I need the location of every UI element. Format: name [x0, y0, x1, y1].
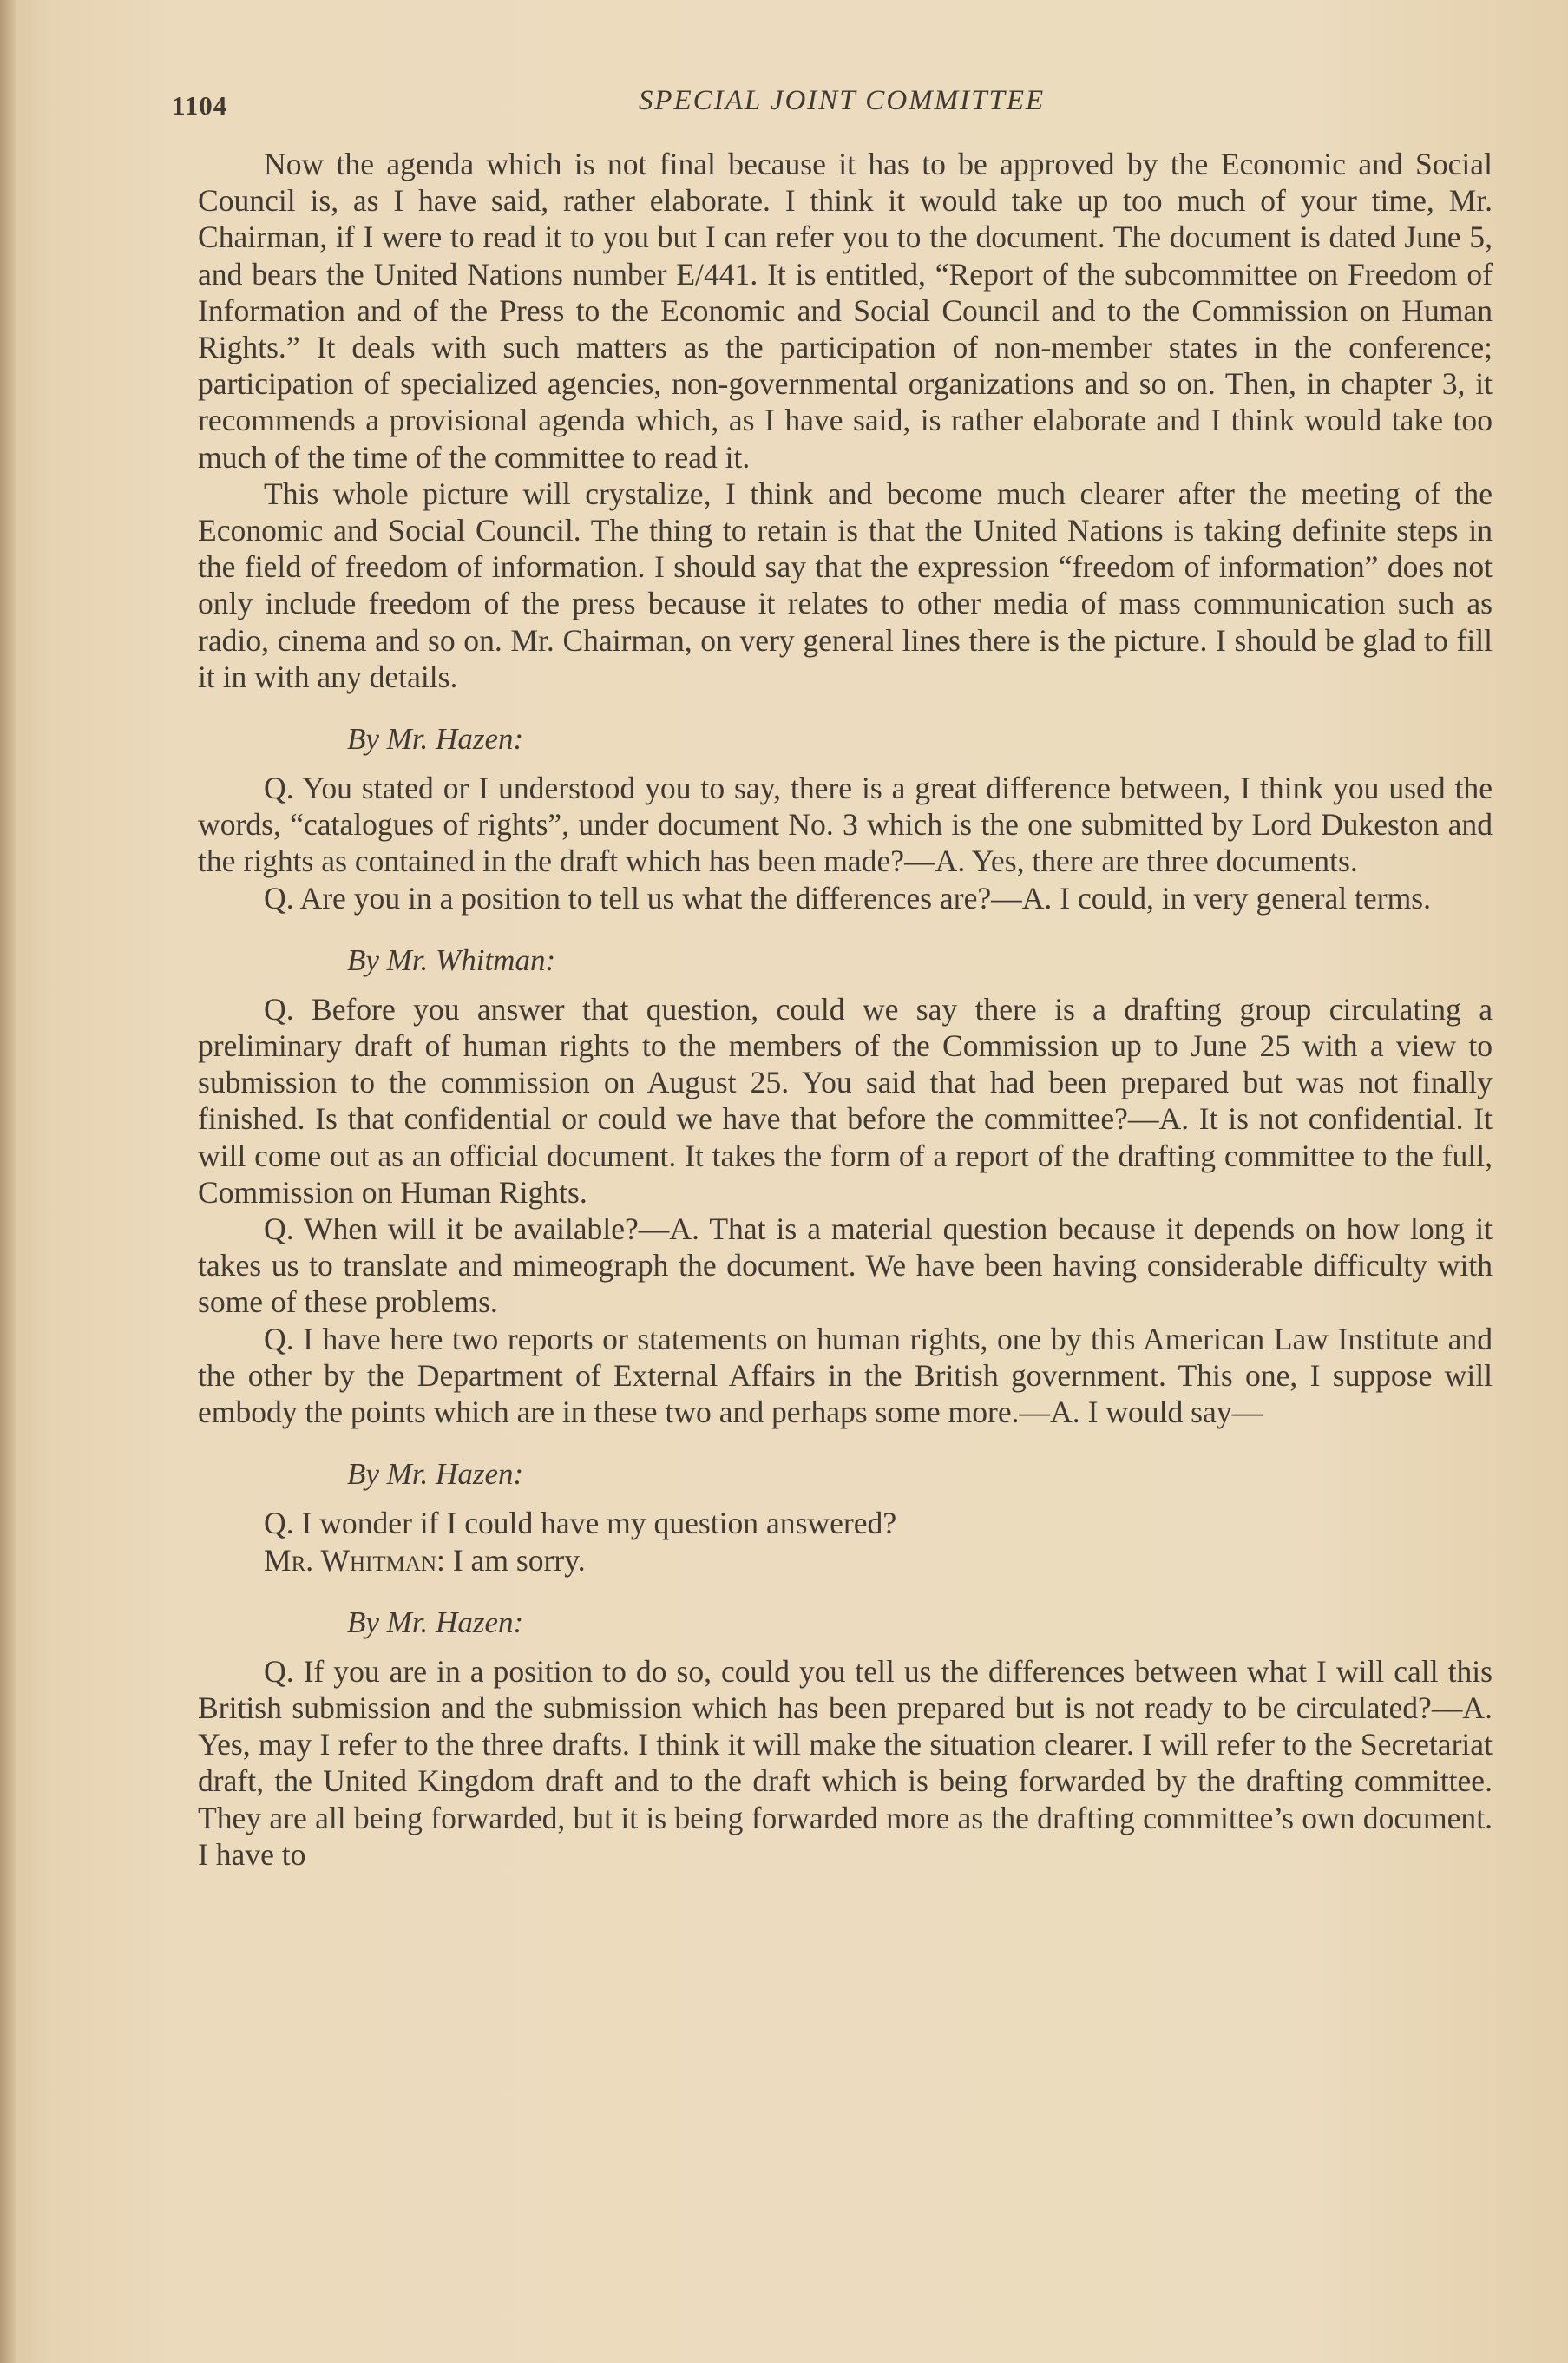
question-paragraph: Q. You stated or I understood you to say, there is a great difference between, I think you used the words, “catalogues of rights”, under document No. 3 which is the one submitted by Lord Dukeston and the rights as contained in the draft which has been made?—A. Yes, there are three documents. — [198, 771, 1493, 879]
question-paragraph: Q. I wonder if I could have my question answered? — [264, 1506, 897, 1541]
question-paragraph: Q. If you are in a position to do so, could you tell us the differences between what I will call this British submission and the submission which has been prepared but is not ready to be circulated?—A. Yes, may I refer to the three drafts. I think it will make the situation clearer. I will refer to the Secretariat draft, the United Kingdom draft and to the draft which is being forwarded by the drafting committee. They are all being forwarded, but it is being forwarded more as the drafting committee’s own document. I have to — [198, 1653, 1493, 1872]
page-number: 1104 — [172, 90, 228, 121]
speaker-reply — [198, 1542, 1493, 1579]
speaker-colon: : — [436, 1542, 445, 1578]
page-header — [165, 80, 1519, 123]
speaker-heading: By Mr. Hazen: — [347, 722, 524, 757]
question-paragraph: Q. When will it be available?—A. That is a material question because it depends on how long it takes us to translate and mimeograph the document. We have been having considerable difficulty with some of these problems. — [198, 1211, 1493, 1320]
speaker-name: Mr. Whitman — [264, 1542, 437, 1578]
question-paragraph: Q. Are you in a position to tell us what the differences are?—A. I could, in very general terms. — [264, 880, 1431, 916]
paragraph-picture: This whole picture will crystalize, I think and become much clearer after the meeting of the Economic and Social Council. The thing to retain is that the United Nations is taking definite steps in the field of freedom of information. I should say that the expression “freedom of information” does not only include freedom of the press because it relates to other media of mass communication such as radio, cinema and so on. Mr. Chairman, on very general lines there is the picture. I should be glad to fill it in with any details. — [198, 476, 1493, 694]
body-text — [198, 146, 1493, 1873]
reply-text: I am sorry. — [444, 1542, 586, 1578]
running-head: SPECIAL JOINT COMMITTEE — [638, 85, 1046, 116]
speaker-heading: By Mr. Hazen: — [347, 1457, 524, 1492]
question-paragraph: Q. I have here two reports or statements on human rights, one by this American Law Institute and the other by the Department of External Affairs in the British government. This one, I suppose will embody the points which are in these two and perhaps some more.—A. I would say— — [198, 1321, 1493, 1430]
speaker-heading: By Mr. Hazen: — [347, 1605, 524, 1639]
speaker-heading: By Mr. Whitman: — [347, 942, 556, 977]
page-spine-shadow — [0, 0, 16, 2363]
question-paragraph: Q. Before you answer that question, could we say there is a drafting group circulating a preliminary draft of human rights to the members of the Commission up to June 25 with a view to submission to the commission on August 25. You said that had been prepared but was not finally finished. Is that confidential or could we have that before the committee?—A. It is not confidential. It will come out as an official document. It takes the form of a report of the drafting committee to the full, Commission on Human Rights. — [198, 991, 1493, 1210]
paragraph-agenda: Now the agenda which is not final because it has to be approved by the Economic and Social Council is, as I have said, rather elaborate. I think it would take up too much of your time, Mr. Chairman, if I were to read it to you but I can refer you to the document. The document is dated June 5, and bears the United Nations number E/441. It is entitled, “Report of the subcommittee on Freedom of Information and of the Press to the Economic and Social Council and to the Commission on Human Rights.” It deals with such matters as the participation of non-member states in the conference; participation of specialized agencies, non-governmental organizations and so on. Then, in chapter 3, it recommends a provisional agenda which, as I have said, is rather elaborate and I think would take too much of the time of the committee to read it. — [198, 147, 1493, 475]
